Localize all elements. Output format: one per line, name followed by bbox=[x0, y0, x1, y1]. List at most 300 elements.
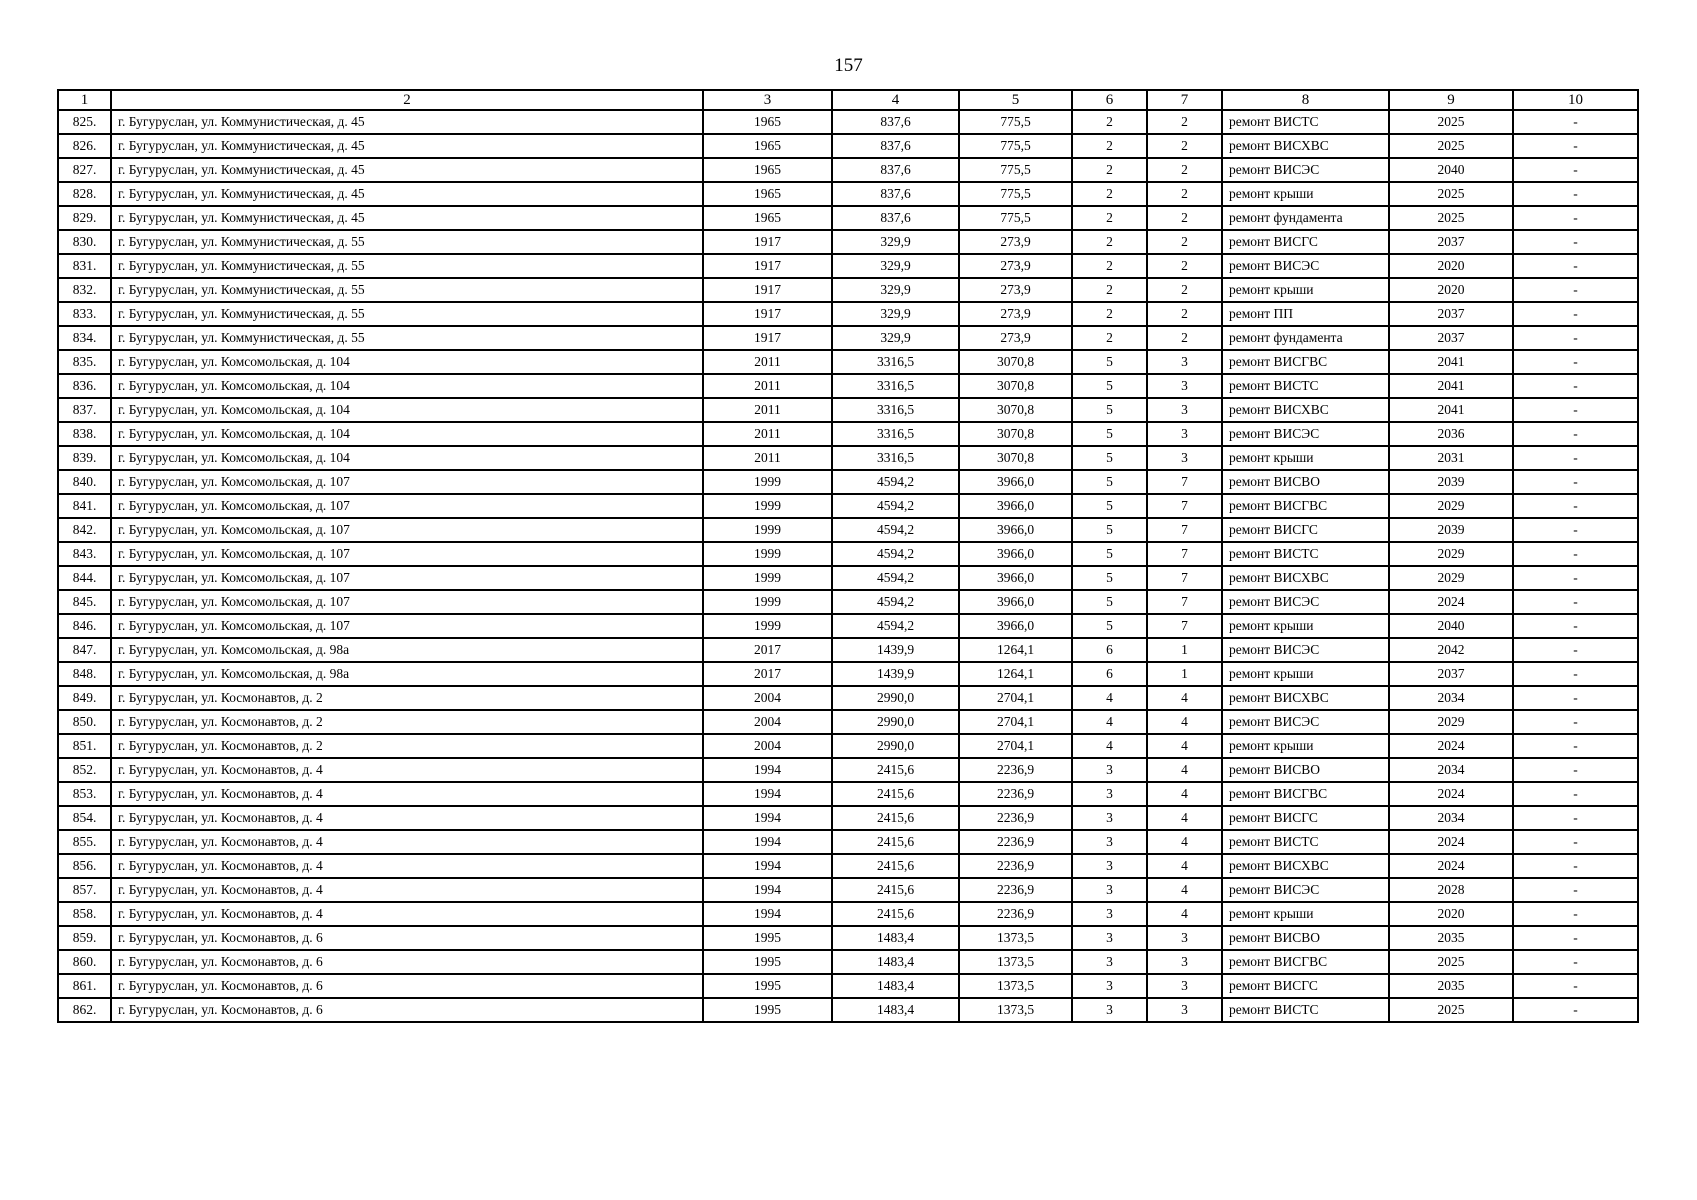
cell-floors: 3 bbox=[1072, 974, 1147, 998]
cell-total-area: 2990,0 bbox=[832, 734, 959, 758]
cell-total-area: 837,6 bbox=[832, 206, 959, 230]
cell-total-area: 3316,5 bbox=[832, 398, 959, 422]
cell-note: - bbox=[1513, 518, 1638, 542]
table-row bbox=[58, 182, 1638, 206]
cell-note: - bbox=[1513, 974, 1638, 998]
cell-year-built: 2011 bbox=[703, 446, 832, 470]
cell-planned-year: 2037 bbox=[1389, 230, 1513, 254]
cell-living-area: 1373,5 bbox=[959, 974, 1072, 998]
cell-address: г. Бугуруслан, ул. Комсомольская, д. 107 bbox=[111, 614, 703, 638]
cell-note: - bbox=[1513, 902, 1638, 926]
cell-floors: 6 bbox=[1072, 638, 1147, 662]
table-row bbox=[58, 638, 1638, 662]
cell-living-area: 1264,1 bbox=[959, 662, 1072, 686]
table-row bbox=[58, 158, 1638, 182]
cell-year-built: 2004 bbox=[703, 710, 832, 734]
cell-floors: 5 bbox=[1072, 470, 1147, 494]
cell-planned-year: 2034 bbox=[1389, 806, 1513, 830]
cell-entrances: 3 bbox=[1147, 974, 1222, 998]
cell-total-area: 3316,5 bbox=[832, 446, 959, 470]
cell-total-area: 329,9 bbox=[832, 254, 959, 278]
cell-entrances: 4 bbox=[1147, 830, 1222, 854]
cell-entrances: 2 bbox=[1147, 302, 1222, 326]
cell-year-built: 1917 bbox=[703, 230, 832, 254]
cell-address: г. Бугуруслан, ул. Коммунистическая, д. 45 bbox=[111, 182, 703, 206]
cell-row-number: 825. bbox=[58, 110, 111, 134]
table-row bbox=[58, 542, 1638, 566]
cell-work-type: ремонт ВИСГС bbox=[1222, 806, 1389, 830]
cell-planned-year: 2041 bbox=[1389, 398, 1513, 422]
cell-total-area: 837,6 bbox=[832, 158, 959, 182]
cell-floors: 4 bbox=[1072, 710, 1147, 734]
cell-entrances: 7 bbox=[1147, 518, 1222, 542]
cell-year-built: 1995 bbox=[703, 998, 832, 1022]
cell-planned-year: 2034 bbox=[1389, 686, 1513, 710]
cell-total-area: 4594,2 bbox=[832, 518, 959, 542]
cell-planned-year: 2040 bbox=[1389, 158, 1513, 182]
cell-planned-year: 2028 bbox=[1389, 878, 1513, 902]
cell-address: г. Бугуруслан, ул. Коммунистическая, д. 55 bbox=[111, 230, 703, 254]
cell-note: - bbox=[1513, 326, 1638, 350]
cell-work-type: ремонт ПП bbox=[1222, 302, 1389, 326]
cell-entrances: 7 bbox=[1147, 566, 1222, 590]
cell-planned-year: 2024 bbox=[1389, 590, 1513, 614]
cell-row-number: 862. bbox=[58, 998, 111, 1022]
cell-total-area: 4594,2 bbox=[832, 566, 959, 590]
cell-year-built: 1917 bbox=[703, 326, 832, 350]
cell-floors: 5 bbox=[1072, 590, 1147, 614]
cell-total-area: 2415,6 bbox=[832, 878, 959, 902]
cell-planned-year: 2024 bbox=[1389, 734, 1513, 758]
cell-year-built: 2011 bbox=[703, 350, 832, 374]
cell-entrances: 1 bbox=[1147, 662, 1222, 686]
cell-work-type: ремонт ВИСХВС bbox=[1222, 398, 1389, 422]
cell-year-built: 1965 bbox=[703, 134, 832, 158]
cell-entrances: 7 bbox=[1147, 614, 1222, 638]
table-row bbox=[58, 566, 1638, 590]
cell-living-area: 2236,9 bbox=[959, 758, 1072, 782]
cell-address: г. Бугуруслан, ул. Комсомольская, д. 104 bbox=[111, 374, 703, 398]
cell-living-area: 2236,9 bbox=[959, 878, 1072, 902]
cell-address: г. Бугуруслан, ул. Комсомольская, д. 98а bbox=[111, 638, 703, 662]
cell-floors: 2 bbox=[1072, 326, 1147, 350]
cell-planned-year: 2039 bbox=[1389, 470, 1513, 494]
cell-note: - bbox=[1513, 638, 1638, 662]
cell-note: - bbox=[1513, 470, 1638, 494]
cell-address: г. Бугуруслан, ул. Коммунистическая, д. 45 bbox=[111, 206, 703, 230]
cell-floors: 5 bbox=[1072, 566, 1147, 590]
table-row bbox=[58, 374, 1638, 398]
cell-work-type: ремонт ВИСВО bbox=[1222, 758, 1389, 782]
cell-year-built: 1994 bbox=[703, 854, 832, 878]
cell-year-built: 1994 bbox=[703, 758, 832, 782]
cell-living-area: 3966,0 bbox=[959, 566, 1072, 590]
cell-row-number: 861. bbox=[58, 974, 111, 998]
cell-floors: 2 bbox=[1072, 110, 1147, 134]
cell-entrances: 3 bbox=[1147, 950, 1222, 974]
cell-living-area: 2704,1 bbox=[959, 686, 1072, 710]
cell-entrances: 4 bbox=[1147, 734, 1222, 758]
cell-address: г. Бугуруслан, ул. Коммунистическая, д. 55 bbox=[111, 302, 703, 326]
cell-work-type: ремонт ВИСТС bbox=[1222, 542, 1389, 566]
cell-floors: 3 bbox=[1072, 950, 1147, 974]
cell-note: - bbox=[1513, 422, 1638, 446]
cell-total-area: 2990,0 bbox=[832, 686, 959, 710]
cell-living-area: 2704,1 bbox=[959, 710, 1072, 734]
cell-entrances: 2 bbox=[1147, 134, 1222, 158]
cell-entrances: 4 bbox=[1147, 878, 1222, 902]
cell-note: - bbox=[1513, 182, 1638, 206]
cell-total-area: 837,6 bbox=[832, 110, 959, 134]
cell-row-number: 828. bbox=[58, 182, 111, 206]
cell-living-area: 3966,0 bbox=[959, 470, 1072, 494]
cell-address: г. Бугуруслан, ул. Коммунистическая, д. 45 bbox=[111, 158, 703, 182]
cell-total-area: 2415,6 bbox=[832, 830, 959, 854]
cell-year-built: 1999 bbox=[703, 542, 832, 566]
cell-total-area: 2415,6 bbox=[832, 806, 959, 830]
table-row bbox=[58, 854, 1638, 878]
cell-year-built: 1995 bbox=[703, 974, 832, 998]
cell-row-number: 853. bbox=[58, 782, 111, 806]
cell-planned-year: 2025 bbox=[1389, 950, 1513, 974]
cell-floors: 2 bbox=[1072, 254, 1147, 278]
cell-living-area: 775,5 bbox=[959, 158, 1072, 182]
cell-floors: 2 bbox=[1072, 206, 1147, 230]
cell-total-area: 4594,2 bbox=[832, 590, 959, 614]
cell-work-type: ремонт ВИСЭС bbox=[1222, 590, 1389, 614]
cell-address: г. Бугуруслан, ул. Космонавтов, д. 6 bbox=[111, 998, 703, 1022]
cell-entrances: 3 bbox=[1147, 446, 1222, 470]
cell-floors: 5 bbox=[1072, 374, 1147, 398]
cell-note: - bbox=[1513, 590, 1638, 614]
cell-work-type: ремонт ВИСХВС bbox=[1222, 854, 1389, 878]
cell-work-type: ремонт крыши bbox=[1222, 182, 1389, 206]
column-header-5: 5 bbox=[959, 90, 1072, 110]
cell-total-area: 2415,6 bbox=[832, 902, 959, 926]
cell-row-number: 841. bbox=[58, 494, 111, 518]
cell-planned-year: 2029 bbox=[1389, 542, 1513, 566]
cell-address: г. Бугуруслан, ул. Комсомольская, д. 107 bbox=[111, 590, 703, 614]
cell-floors: 5 bbox=[1072, 494, 1147, 518]
cell-work-type: ремонт ВИСГС bbox=[1222, 518, 1389, 542]
cell-entrances: 7 bbox=[1147, 470, 1222, 494]
cell-entrances: 7 bbox=[1147, 590, 1222, 614]
cell-floors: 3 bbox=[1072, 998, 1147, 1022]
cell-total-area: 3316,5 bbox=[832, 422, 959, 446]
column-header-4: 4 bbox=[832, 90, 959, 110]
cell-living-area: 3070,8 bbox=[959, 350, 1072, 374]
cell-row-number: 842. bbox=[58, 518, 111, 542]
cell-total-area: 329,9 bbox=[832, 230, 959, 254]
cell-entrances: 2 bbox=[1147, 110, 1222, 134]
cell-floors: 3 bbox=[1072, 926, 1147, 950]
cell-planned-year: 2025 bbox=[1389, 134, 1513, 158]
cell-row-number: 827. bbox=[58, 158, 111, 182]
cell-work-type: ремонт ВИСГВС bbox=[1222, 950, 1389, 974]
column-header-7: 7 bbox=[1147, 90, 1222, 110]
table-row bbox=[58, 134, 1638, 158]
cell-total-area: 1483,4 bbox=[832, 974, 959, 998]
cell-row-number: 856. bbox=[58, 854, 111, 878]
cell-work-type: ремонт фундамента bbox=[1222, 206, 1389, 230]
cell-note: - bbox=[1513, 254, 1638, 278]
cell-living-area: 775,5 bbox=[959, 110, 1072, 134]
cell-planned-year: 2031 bbox=[1389, 446, 1513, 470]
cell-row-number: 832. bbox=[58, 278, 111, 302]
cell-planned-year: 2042 bbox=[1389, 638, 1513, 662]
cell-address: г. Бугуруслан, ул. Коммунистическая, д. 45 bbox=[111, 110, 703, 134]
cell-note: - bbox=[1513, 806, 1638, 830]
cell-total-area: 1439,9 bbox=[832, 662, 959, 686]
cell-row-number: 854. bbox=[58, 806, 111, 830]
cell-floors: 3 bbox=[1072, 902, 1147, 926]
cell-year-built: 1995 bbox=[703, 950, 832, 974]
cell-entrances: 1 bbox=[1147, 638, 1222, 662]
cell-note: - bbox=[1513, 854, 1638, 878]
cell-address: г. Бугуруслан, ул. Комсомольская, д. 98а bbox=[111, 662, 703, 686]
cell-floors: 3 bbox=[1072, 758, 1147, 782]
cell-address: г. Бугуруслан, ул. Комсомольская, д. 107 bbox=[111, 542, 703, 566]
cell-year-built: 2011 bbox=[703, 398, 832, 422]
cell-entrances: 2 bbox=[1147, 206, 1222, 230]
cell-planned-year: 2024 bbox=[1389, 782, 1513, 806]
page-number: 157 bbox=[834, 55, 863, 76]
cell-note: - bbox=[1513, 278, 1638, 302]
cell-entrances: 7 bbox=[1147, 542, 1222, 566]
cell-address: г. Бугуруслан, ул. Космонавтов, д. 2 bbox=[111, 710, 703, 734]
cell-address: г. Бугуруслан, ул. Комсомольская, д. 104 bbox=[111, 350, 703, 374]
cell-living-area: 3966,0 bbox=[959, 614, 1072, 638]
column-header-3: 3 bbox=[703, 90, 832, 110]
cell-living-area: 3070,8 bbox=[959, 422, 1072, 446]
cell-living-area: 273,9 bbox=[959, 254, 1072, 278]
cell-row-number: 855. bbox=[58, 830, 111, 854]
cell-year-built: 1965 bbox=[703, 158, 832, 182]
table-row bbox=[58, 350, 1638, 374]
cell-row-number: 859. bbox=[58, 926, 111, 950]
cell-year-built: 2017 bbox=[703, 662, 832, 686]
repair-schedule-table bbox=[57, 89, 1639, 1023]
cell-row-number: 857. bbox=[58, 878, 111, 902]
table-row bbox=[58, 398, 1638, 422]
cell-floors: 2 bbox=[1072, 158, 1147, 182]
cell-address: г. Бугуруслан, ул. Космонавтов, д. 4 bbox=[111, 758, 703, 782]
cell-work-type: ремонт ВИСГС bbox=[1222, 974, 1389, 998]
cell-entrances: 3 bbox=[1147, 350, 1222, 374]
cell-planned-year: 2041 bbox=[1389, 374, 1513, 398]
cell-entrances: 3 bbox=[1147, 374, 1222, 398]
cell-year-built: 1995 bbox=[703, 926, 832, 950]
cell-entrances: 2 bbox=[1147, 158, 1222, 182]
cell-note: - bbox=[1513, 374, 1638, 398]
cell-address: г. Бугуруслан, ул. Космонавтов, д. 6 bbox=[111, 974, 703, 998]
table-row bbox=[58, 734, 1638, 758]
cell-row-number: 839. bbox=[58, 446, 111, 470]
cell-address: г. Бугуруслан, ул. Космонавтов, д. 4 bbox=[111, 782, 703, 806]
table-row bbox=[58, 686, 1638, 710]
cell-year-built: 1999 bbox=[703, 590, 832, 614]
table-row bbox=[58, 926, 1638, 950]
cell-work-type: ремонт крыши bbox=[1222, 662, 1389, 686]
cell-year-built: 2017 bbox=[703, 638, 832, 662]
cell-living-area: 273,9 bbox=[959, 326, 1072, 350]
cell-living-area: 3966,0 bbox=[959, 494, 1072, 518]
cell-entrances: 4 bbox=[1147, 902, 1222, 926]
cell-living-area: 2236,9 bbox=[959, 830, 1072, 854]
cell-note: - bbox=[1513, 734, 1638, 758]
cell-entrances: 4 bbox=[1147, 758, 1222, 782]
cell-row-number: 858. bbox=[58, 902, 111, 926]
cell-note: - bbox=[1513, 878, 1638, 902]
cell-living-area: 3966,0 bbox=[959, 518, 1072, 542]
cell-work-type: ремонт ВИСЭС bbox=[1222, 710, 1389, 734]
table-row bbox=[58, 254, 1638, 278]
cell-note: - bbox=[1513, 950, 1638, 974]
cell-year-built: 1994 bbox=[703, 830, 832, 854]
cell-living-area: 775,5 bbox=[959, 182, 1072, 206]
cell-floors: 3 bbox=[1072, 854, 1147, 878]
cell-year-built: 2011 bbox=[703, 422, 832, 446]
cell-row-number: 836. bbox=[58, 374, 111, 398]
cell-living-area: 2236,9 bbox=[959, 782, 1072, 806]
table-row bbox=[58, 230, 1638, 254]
cell-note: - bbox=[1513, 686, 1638, 710]
cell-row-number: 850. bbox=[58, 710, 111, 734]
cell-row-number: 829. bbox=[58, 206, 111, 230]
cell-planned-year: 2035 bbox=[1389, 974, 1513, 998]
cell-entrances: 3 bbox=[1147, 398, 1222, 422]
cell-address: г. Бугуруслан, ул. Космонавтов, д. 4 bbox=[111, 830, 703, 854]
cell-planned-year: 2025 bbox=[1389, 998, 1513, 1022]
cell-note: - bbox=[1513, 998, 1638, 1022]
column-header-8: 8 bbox=[1222, 90, 1389, 110]
cell-planned-year: 2025 bbox=[1389, 110, 1513, 134]
cell-living-area: 3070,8 bbox=[959, 446, 1072, 470]
cell-address: г. Бугуруслан, ул. Космонавтов, д. 4 bbox=[111, 854, 703, 878]
cell-note: - bbox=[1513, 614, 1638, 638]
column-header-10: 10 bbox=[1513, 90, 1638, 110]
cell-note: - bbox=[1513, 110, 1638, 134]
cell-year-built: 1994 bbox=[703, 806, 832, 830]
cell-year-built: 1994 bbox=[703, 782, 832, 806]
table-row bbox=[58, 446, 1638, 470]
cell-row-number: 860. bbox=[58, 950, 111, 974]
cell-entrances: 4 bbox=[1147, 710, 1222, 734]
cell-address: г. Бугуруслан, ул. Комсомольская, д. 104 bbox=[111, 398, 703, 422]
cell-entrances: 2 bbox=[1147, 230, 1222, 254]
cell-row-number: 838. bbox=[58, 422, 111, 446]
cell-planned-year: 2025 bbox=[1389, 206, 1513, 230]
cell-note: - bbox=[1513, 206, 1638, 230]
cell-year-built: 2004 bbox=[703, 686, 832, 710]
cell-floors: 5 bbox=[1072, 422, 1147, 446]
cell-address: г. Бугуруслан, ул. Комсомольская, д. 107 bbox=[111, 494, 703, 518]
cell-address: г. Бугуруслан, ул. Космонавтов, д. 4 bbox=[111, 878, 703, 902]
cell-total-area: 3316,5 bbox=[832, 374, 959, 398]
cell-floors: 3 bbox=[1072, 782, 1147, 806]
table-row bbox=[58, 470, 1638, 494]
cell-living-area: 1373,5 bbox=[959, 926, 1072, 950]
cell-address: г. Бугуруслан, ул. Космонавтов, д. 2 bbox=[111, 734, 703, 758]
cell-work-type: ремонт ВИСТС bbox=[1222, 830, 1389, 854]
cell-year-built: 1999 bbox=[703, 470, 832, 494]
cell-total-area: 837,6 bbox=[832, 182, 959, 206]
cell-living-area: 2236,9 bbox=[959, 902, 1072, 926]
table-row bbox=[58, 878, 1638, 902]
cell-row-number: 834. bbox=[58, 326, 111, 350]
cell-living-area: 2236,9 bbox=[959, 806, 1072, 830]
cell-total-area: 1483,4 bbox=[832, 926, 959, 950]
cell-living-area: 2704,1 bbox=[959, 734, 1072, 758]
cell-total-area: 329,9 bbox=[832, 278, 959, 302]
cell-living-area: 775,5 bbox=[959, 206, 1072, 230]
cell-work-type: ремонт крыши bbox=[1222, 278, 1389, 302]
cell-work-type: ремонт ВИСЭС bbox=[1222, 638, 1389, 662]
cell-note: - bbox=[1513, 758, 1638, 782]
table-row bbox=[58, 710, 1638, 734]
cell-planned-year: 2034 bbox=[1389, 758, 1513, 782]
cell-planned-year: 2020 bbox=[1389, 254, 1513, 278]
cell-entrances: 3 bbox=[1147, 998, 1222, 1022]
cell-total-area: 4594,2 bbox=[832, 614, 959, 638]
cell-floors: 5 bbox=[1072, 542, 1147, 566]
cell-living-area: 775,5 bbox=[959, 134, 1072, 158]
cell-entrances: 2 bbox=[1147, 182, 1222, 206]
cell-planned-year: 2037 bbox=[1389, 302, 1513, 326]
column-header-2: 2 bbox=[111, 90, 703, 110]
cell-total-area: 2415,6 bbox=[832, 758, 959, 782]
cell-note: - bbox=[1513, 158, 1638, 182]
cell-address: г. Бугуруслан, ул. Космонавтов, д. 6 bbox=[111, 950, 703, 974]
cell-planned-year: 2040 bbox=[1389, 614, 1513, 638]
cell-note: - bbox=[1513, 566, 1638, 590]
cell-row-number: 847. bbox=[58, 638, 111, 662]
cell-total-area: 2990,0 bbox=[832, 710, 959, 734]
cell-row-number: 844. bbox=[58, 566, 111, 590]
cell-total-area: 4594,2 bbox=[832, 470, 959, 494]
cell-work-type: ремонт крыши bbox=[1222, 902, 1389, 926]
cell-work-type: ремонт ВИСГВС bbox=[1222, 782, 1389, 806]
cell-address: г. Бугуруслан, ул. Комсомольская, д. 104 bbox=[111, 422, 703, 446]
cell-living-area: 1264,1 bbox=[959, 638, 1072, 662]
cell-address: г. Бугуруслан, ул. Космонавтов, д. 2 bbox=[111, 686, 703, 710]
cell-entrances: 2 bbox=[1147, 278, 1222, 302]
table-row bbox=[58, 614, 1638, 638]
cell-row-number: 830. bbox=[58, 230, 111, 254]
cell-floors: 5 bbox=[1072, 350, 1147, 374]
cell-total-area: 4594,2 bbox=[832, 494, 959, 518]
cell-planned-year: 2029 bbox=[1389, 566, 1513, 590]
cell-floors: 3 bbox=[1072, 806, 1147, 830]
cell-planned-year: 2020 bbox=[1389, 278, 1513, 302]
cell-entrances: 4 bbox=[1147, 686, 1222, 710]
cell-address: г. Бугуруслан, ул. Комсомольская, д. 107 bbox=[111, 470, 703, 494]
cell-floors: 3 bbox=[1072, 878, 1147, 902]
table-row bbox=[58, 206, 1638, 230]
cell-row-number: 852. bbox=[58, 758, 111, 782]
cell-living-area: 3070,8 bbox=[959, 398, 1072, 422]
cell-floors: 2 bbox=[1072, 278, 1147, 302]
cell-year-built: 1917 bbox=[703, 254, 832, 278]
cell-entrances: 3 bbox=[1147, 926, 1222, 950]
cell-living-area: 1373,5 bbox=[959, 998, 1072, 1022]
cell-address: г. Бугуруслан, ул. Коммунистическая, д. 55 bbox=[111, 326, 703, 350]
cell-planned-year: 2024 bbox=[1389, 854, 1513, 878]
cell-planned-year: 2037 bbox=[1389, 662, 1513, 686]
cell-work-type: ремонт ВИСХВС bbox=[1222, 686, 1389, 710]
table-row bbox=[58, 326, 1638, 350]
cell-planned-year: 2037 bbox=[1389, 326, 1513, 350]
